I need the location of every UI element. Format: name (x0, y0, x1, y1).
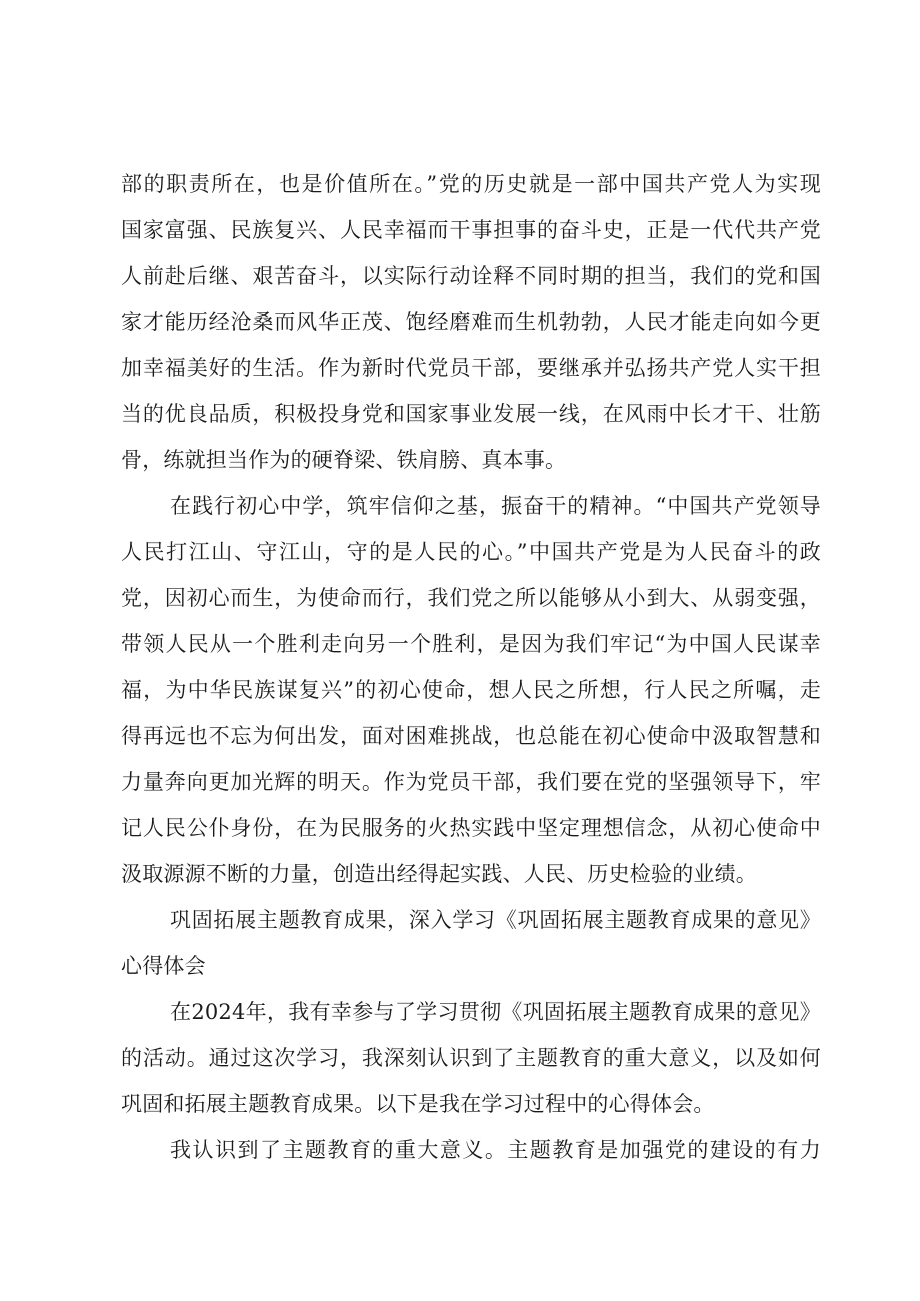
paragraph-2-line-2: 人民打江山、守江山，守的是人民的心。”中国共产党是为人民奋斗的政 (121, 540, 821, 564)
paragraph-2-line-1: 在践行初心中学，筑牢信仰之基，振奋干的精神。“中国共产党领导 (170, 494, 821, 518)
paragraph-4-line-1: 我认识到了主题教育的重大意义。主题教育是加强党的建设的有力 (170, 1138, 821, 1162)
paragraph-1-line-7: 骨，练就担当作为的硬脊梁、铁肩膀、真本事。 (121, 448, 567, 472)
paragraph-3-line-2: 的活动。通过这次学习，我深刻认识到了主题教育的重大意义，以及如何 (121, 1046, 821, 1070)
paragraph-1-line-5: 加幸福美好的生活。作为新时代党员干部，要继承并弘扬共产党人实干担 (121, 356, 821, 380)
paragraph-2-line-4: 带领人民从一个胜利走向另一个胜利，是因为我们牢记“为中国人民谋幸 (121, 632, 821, 656)
section-heading-line-2: 心得体会 (121, 954, 206, 978)
paragraph-1-line-3: 人前赴后继、艰苦奋斗，以实际行动诠释不同时期的担当，我们的党和国 (121, 264, 821, 288)
paragraph-3-line-3: 巩固和拓展主题教育成果。以下是我在学习过程中的心得体会。 (121, 1092, 715, 1116)
paragraph-2-line-6: 得再远也不忘为何出发，面对困难挑战，也总能在初心使命中汲取智慧和 (121, 724, 821, 748)
paragraph-1-line-1: 部的职责所在，也是价值所在。”党的历史就是一部中国共产党人为实现 (121, 172, 821, 196)
paragraph-1-line-2: 国家富强、民族复兴、人民幸福而干事担事的奋斗史，正是一代代共产党 (121, 218, 821, 242)
paragraph-1-line-4: 家才能历经沧桑而风华正茂、饱经磨难而生机勃勃，人民才能走向如今更 (121, 310, 821, 334)
paragraph-2-line-9: 汲取源源不断的力量，创造出经得起实践、人民、历史检验的业绩。 (121, 862, 757, 886)
paragraph-2-line-5: 福，为中华民族谋复兴”的初心使命，想人民之所想，行人民之所嘱，走 (121, 678, 821, 702)
section-heading-line-1: 巩固拓展主题教育成果，深入学习《巩固拓展主题教育成果的意见》 (170, 908, 821, 932)
paragraph-2-line-8: 记人民公仆身份，在为民服务的火热实践中坚定理想信念，从初心使命中 (121, 816, 821, 840)
paragraph-2-line-3: 党，因初心而生，为使命而行，我们党之所以能够从小到大、从弱变强， (121, 586, 821, 610)
paragraph-3-line-1: 在2024年，我有幸参与了学习贯彻《巩固拓展主题教育成果的意见》 (170, 1000, 821, 1024)
paragraph-1-line-6: 当的优良品质，积极投身党和国家事业发展一线，在风雨中长才干、壮筋 (121, 402, 821, 426)
paragraph-2-line-7: 力量奔向更加光辉的明天。作为党员干部，我们要在党的坚强领导下，牢 (121, 770, 821, 794)
